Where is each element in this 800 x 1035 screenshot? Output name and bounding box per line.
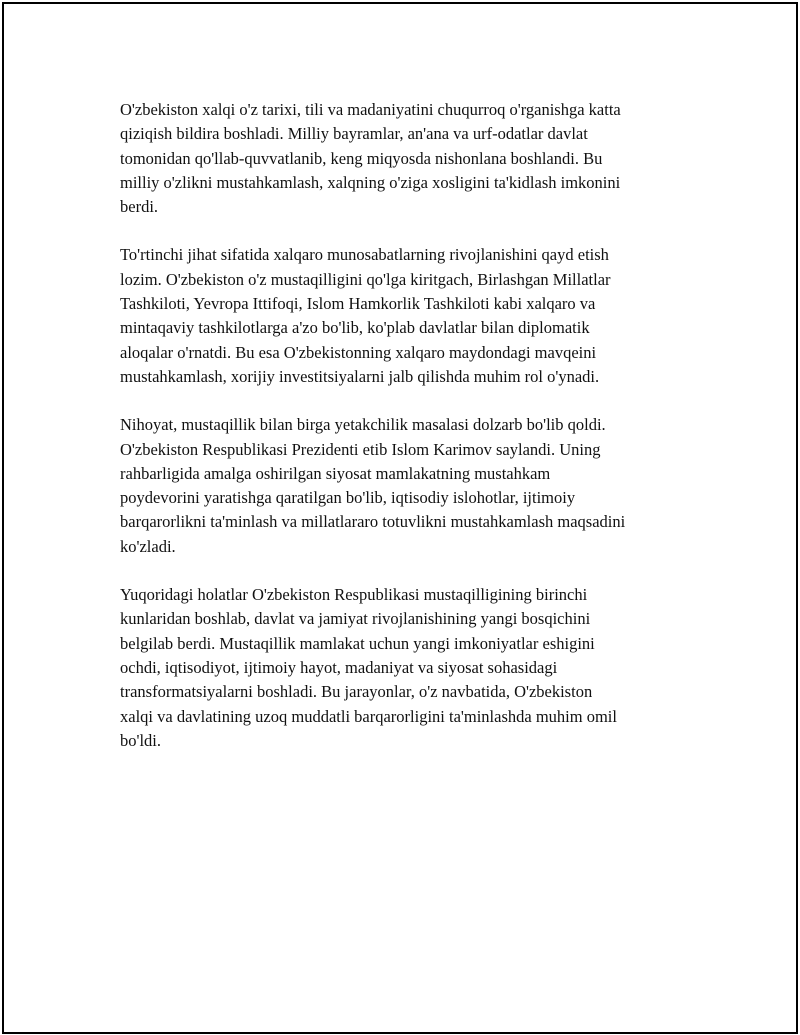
- text-line: mintaqaviy tashkilotlarga a'zo bo'lib, ko'plab davlatlar bilan diplomatik: [120, 318, 590, 338]
- paragraph-2: [120, 243, 700, 389]
- document-body: [120, 98, 700, 777]
- text-line: berdi.: [120, 197, 159, 217]
- text-line: poydevorini yaratishga qaratilgan bo'lib, iqtisodiy islohotlar, ijtimoiy: [120, 488, 576, 508]
- text-line: aloqalar o'rnatdi. Bu esa O'zbekistonning xalqaro maydondagi mavqeini: [120, 342, 597, 362]
- paragraph-4: [120, 583, 700, 753]
- text-line: ochdi, iqtisodiyot, ijtimoiy hayot, madaniyat va siyosat sohasidagi: [120, 657, 558, 677]
- text-line: kunlaridan boshlab, davlat va jamiyat rivojlanishining yangi bosqichini: [120, 609, 591, 629]
- text-line: mustahkamlash, xorijiy investitsiyalarni jalb qilishda muhim rol o'ynadi.: [120, 366, 600, 386]
- text-line: qiziqish bildira boshladi. Milliy bayramlar, an'ana va urf-odatlar davlat: [120, 124, 588, 144]
- paragraph-1: [120, 98, 700, 219]
- page-frame: [2, 2, 798, 1034]
- text-line: xalqi va davlatining uzoq muddatli barqarorligini ta'minlashda muhim omil: [120, 706, 617, 726]
- text-line: tomonidan qo'llab-quvvatlanib, keng miqyosda nishonlana boshlandi. Bu: [120, 148, 603, 168]
- text-line: belgilab berdi. Mustaqillik mamlakat uchun yangi imkoniyatlar eshigini: [120, 633, 595, 653]
- text-line: To'rtinchi jihat sifatida xalqaro munosabatlarning rivojlanishini qayd etish: [120, 245, 609, 265]
- text-line: O'zbekiston xalqi o'z tarixi, tili va madaniyatini chuqurroq o'rganishga katta: [120, 100, 621, 119]
- text-line: milliy o'zlikni mustahkamlash, xalqning o'ziga xosligini ta'kidlash imkonini: [120, 172, 621, 192]
- text-line: Yuqoridagi holatlar O'zbekiston Respublikasi mustaqilligining birinchi: [120, 585, 588, 605]
- text-line: transformatsiyalarni boshladi. Bu jarayonlar, o'z navbatida, O'zbekiston: [120, 682, 593, 702]
- text-line: ko'zladi.: [120, 536, 176, 556]
- text-line: barqarorlikni ta'minlash va millatlararo totuvlikni mustahkamlash maqsadini: [120, 512, 626, 532]
- text-line: Tashkiloti, Yevropa Ittifoqi, Islom Hamkorlik Tashkiloti kabi xalqaro va: [120, 294, 596, 314]
- text-line: lozim. O'zbekiston o'z mustaqilligini qo'lga kiritgach, Birlashgan Millatlar: [120, 269, 611, 289]
- text-line: Nihoyat, mustaqillik bilan birga yetakchilik masalasi dolzarb bo'lib qoldi.: [120, 415, 606, 435]
- text-line: rahbarligida amalga oshirilgan siyosat mamlakatning mustahkam: [120, 463, 551, 483]
- text-line: O'zbekiston Respublikasi Prezidenti etib Islom Karimov saylandi. Uning: [120, 439, 601, 459]
- paragraph-3: [120, 413, 700, 559]
- text-line: bo'ldi.: [120, 730, 162, 750]
